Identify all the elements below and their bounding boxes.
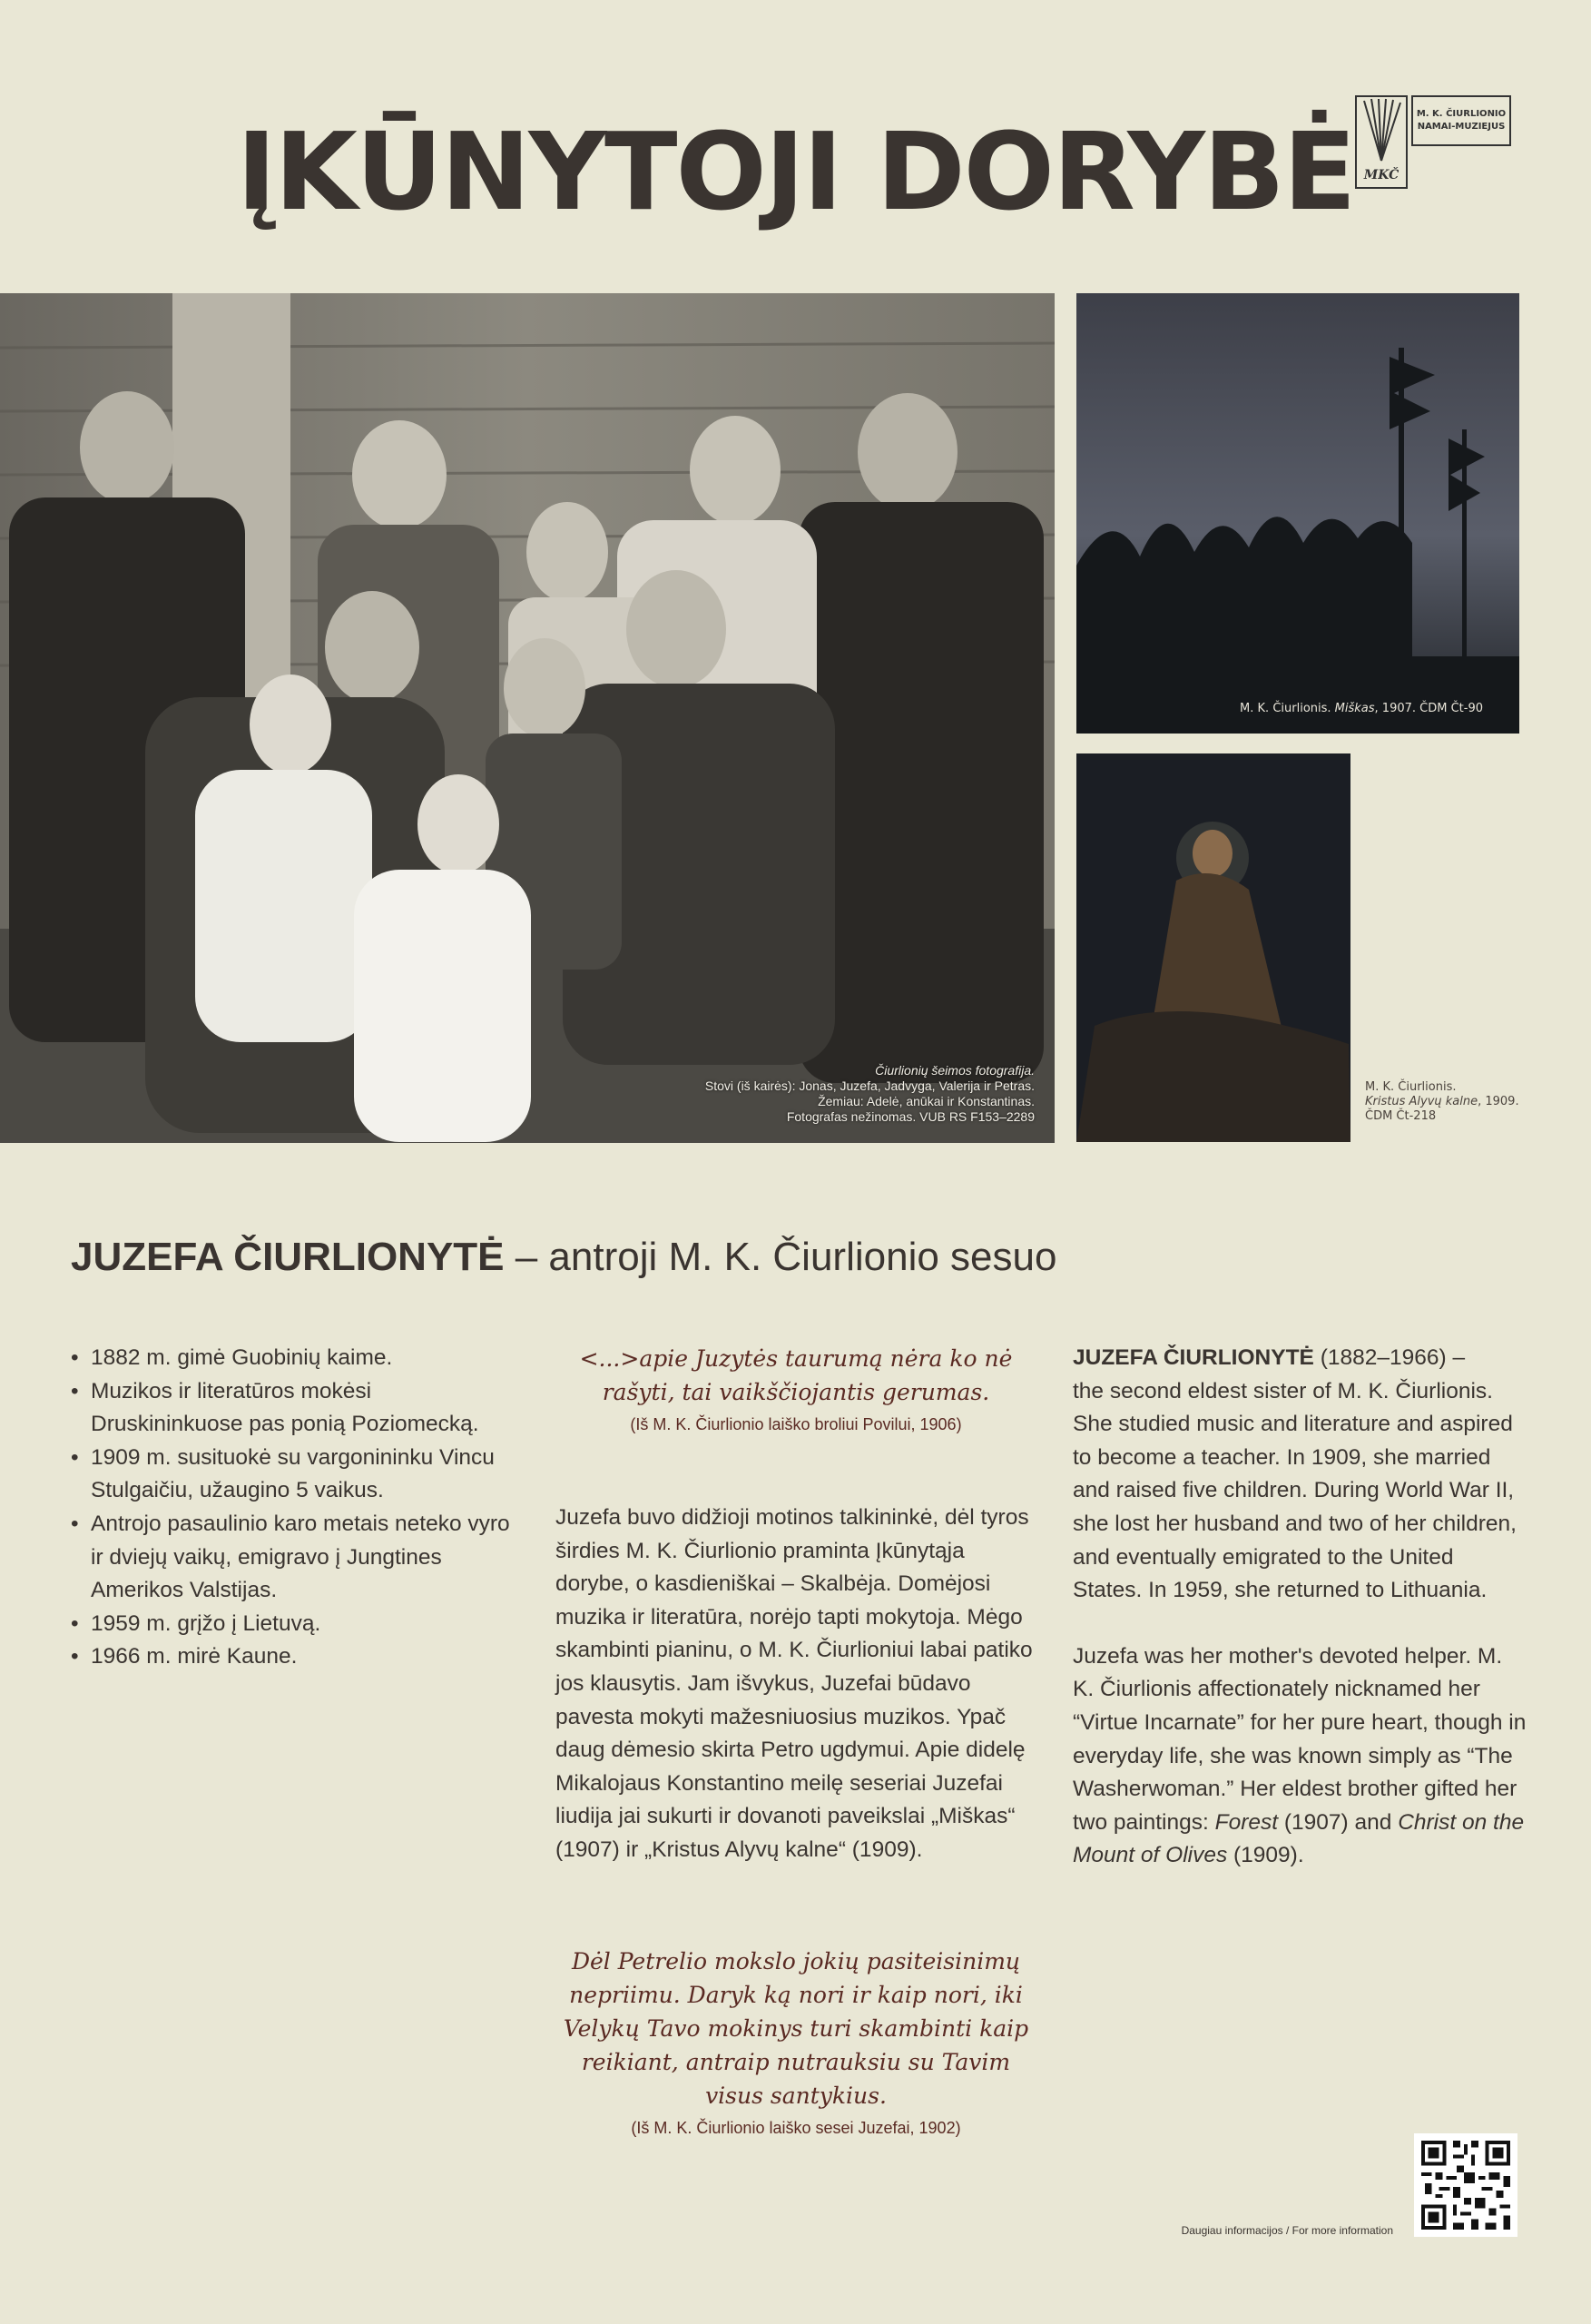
lithuanian-column: [555, 1342, 1036, 1867]
family-caption-line2: Žemiau: Adelė, anūkai ir Konstantinas.: [818, 1094, 1035, 1108]
qr-code[interactable]: [1414, 2133, 1517, 2237]
logo-text-line2: NAMAI-MUZIEJUS: [1417, 122, 1506, 132]
page-title: ĮKŪNYTOJI DORYBĖ: [236, 109, 1355, 234]
english-christ-title: Christ on the Mount of Olives: [1073, 1809, 1525, 1868]
logo-text: [1411, 95, 1511, 146]
logo-monogram: MKČ: [1363, 168, 1399, 182]
christ-caption-year: , 1909.: [1478, 1095, 1519, 1108]
family-photograph: [0, 293, 1055, 1143]
forest-caption-suffix: , 1907. ČDM Čt-90: [1374, 702, 1483, 715]
english-years: (1882–1966) –: [1313, 1345, 1466, 1370]
facts-column: [71, 1342, 525, 1674]
quote-juzefai-source: (Iš M. K. Čiurlionio laiško sesei Juzefai, 1902): [631, 2119, 961, 2137]
qr-code-icon: [1414, 2133, 1517, 2237]
english-column: [1073, 1342, 1527, 1873]
forest-caption-prefix: M. K. Čiurlionis.: [1240, 702, 1335, 715]
forest-caption: [1240, 702, 1483, 715]
christ-caption: [1365, 1080, 1547, 1124]
museum-logo[interactable]: [1355, 95, 1518, 191]
christ-caption-line3: ČDM Čt-218: [1365, 1109, 1437, 1123]
christ-painting: [1076, 753, 1350, 1142]
logo-text-line1: M. K. ČIURLIONIO: [1416, 109, 1507, 119]
fact-item: • 1882 m. gimė Guobinių kaime.: [71, 1342, 525, 1375]
fact-item: • Antrojo pasaulinio karo metais neteko vyro ir dviejų vaikų, emigravo į Jungtines Amerikos Valstijas.: [71, 1508, 525, 1608]
facts-list: [71, 1342, 525, 1674]
christ-caption-line1: M. K. Čiurlionis.: [1365, 1080, 1457, 1094]
english-paragraph-1: [1073, 1342, 1527, 1608]
family-caption-line3: Fotografas nežinomas. VUB RS F153–2289: [786, 1109, 1035, 1124]
christ-caption-title: Kristus Alyvų kalne: [1365, 1095, 1478, 1108]
family-caption-line1: Stovi (iš kairės): Jonas, Juzefa, Jadvyga, Valerija ir Petras.: [704, 1078, 1035, 1093]
forest-painting: [1076, 293, 1519, 734]
english-p2-mid: (1907) and: [1278, 1809, 1399, 1835]
fact-item: • 1909 m. susituokė su vargonininku Vincu Stulgaičiu, užaugino 5 vaikus.: [71, 1442, 525, 1508]
family-photo-caption: [705, 1063, 1035, 1125]
heading-name: JUZEFA ČIURLIONYTĖ: [71, 1235, 505, 1279]
forest-caption-title: Miškas: [1334, 702, 1375, 715]
family-photograph-image: [0, 293, 1055, 1143]
quote-povilui-source: (Iš M. K. Čiurlionio laiško broliui Povilui, 1906): [630, 1415, 962, 1433]
english-p1-text: the second eldest sister of M. K. Čiurlionis. She studied music and literature and aspired to become a teacher. In 1909, she married and raised five children. During World War II, she lost her husband and two of her children, and eventually emigrated to the United States. In 1959, she returned to Lithuania.: [1073, 1378, 1517, 1603]
section-heading: [71, 1235, 1056, 1280]
forest-painting-image: [1076, 293, 1519, 734]
quote-juzefai: Dėl Petrelio mokslo jokių pasiteisinimų nepriimu. Daryk ką nori ir kaip nori, iki Velykų Tavo mokinys turi skambinti kaip reikiant, antraip nutrauksiu su Tavim visus santykius.: [563, 1948, 1029, 2109]
christ-painting-image: [1076, 753, 1350, 1142]
english-forest-title: Forest: [1214, 1809, 1279, 1835]
fact-item: • 1959 m. grįžo į Lietuvą.: [71, 1608, 525, 1641]
family-caption-title: Čiurlionių šeimos fotografija.: [875, 1063, 1035, 1078]
more-info-caption: Daugiau informacijos / For more information: [1181, 2224, 1393, 2237]
lithuanian-paragraph: Juzefa buvo didžioji motinos talkininkė, dėl tyros širdies M. K. Čiurlionio praminta Įkūnytąja dorybe, o kasdieniškai – Skalbėja. Domėjosi muzika ir literatūra, norėjo tapti mokytoja. Mėgo skambinti pianinu, o M. K. Čiurlioniui labai patiko jos klausytis. Jam išvykus, Juzefai būdavo pavesta mokyti mažesniuosius muzikos. Ypač daug dėmesio skirta Petro ugdymui. Apie didelę Mikalojaus Konstantino meilę seseriai Juzefai liudija jai sukurti ir dovanoti paveikslai „Miškas“ (1907) ir „Kristus Alyvų kalne“ (1909).: [555, 1505, 1033, 1862]
fact-item: • 1966 m. mirė Kaune.: [71, 1640, 525, 1674]
fact-item: • Muzikos ir literatūros mokėsi Druskininkuose pas ponią Poziomecką.: [71, 1375, 525, 1442]
english-p2-start: Juzefa was her mother's devoted helper. M. K. Čiurlionis affectionately nicknamed her “Virtue Incarnate” for her pure heart, though in everyday life, she was known simply as “The Washerwoman.” Her eldest brother gifted her two paintings:: [1073, 1643, 1527, 1835]
quote-juzefai-block: [555, 1945, 1036, 2140]
english-name: JUZEFA ČIURLIONYTĖ: [1073, 1345, 1314, 1370]
english-paragraph-2: [1073, 1640, 1527, 1873]
quote-povilui: <...>apie Juzytės taurumą nėra ko nė rašyti, tai vaikščiojantis gerumas.: [579, 1345, 1013, 1405]
sun-rays-icon: [1355, 95, 1408, 189]
heading-subtitle: – antroji M. K. Čiurlionio sesuo: [504, 1235, 1057, 1279]
english-p2-end: (1909).: [1227, 1843, 1304, 1868]
